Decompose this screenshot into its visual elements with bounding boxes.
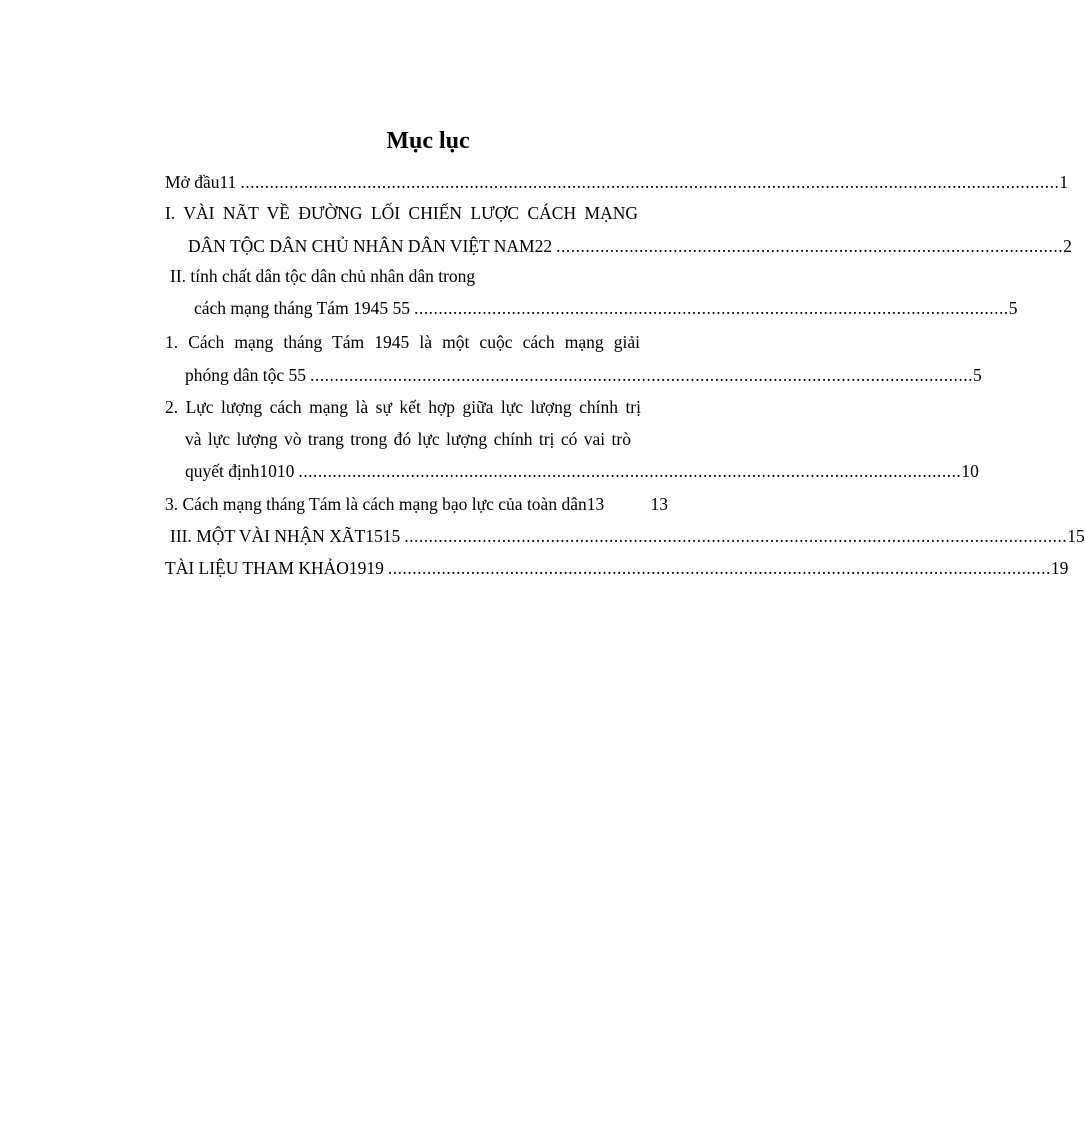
toc-entry-intro[interactable]	[165, 171, 1069, 193]
toc-page-number: 13	[650, 494, 668, 514]
toc-entry-section-2-line-1[interactable]	[170, 265, 475, 287]
toc-entry-text: phóng dân tộc 55	[185, 365, 307, 385]
toc-entry-subsection-2-line-3[interactable]	[185, 460, 979, 482]
toc-entry-subsection-1-line-2[interactable]	[185, 364, 982, 386]
toc-entry-text: TÀI LIỆU THAM KHẢO1919	[165, 558, 384, 578]
toc-entry-text: II. tính chất dân tộc dân chủ nhân dân trong	[170, 266, 476, 286]
toc-entry-section-2-line-2[interactable]	[194, 297, 1018, 319]
toc-entry-text: III. MỘT VÀI NHẬN XÃT1515	[170, 526, 401, 546]
toc-entry-text: cách mạng tháng Tám 1945 55	[194, 298, 410, 318]
toc-entry-subsection-2-line-1[interactable]	[165, 396, 641, 418]
toc-entry-text: Mở đầu11	[165, 172, 237, 192]
toc-leader-dots: ........................................................................................................................................	[298, 461, 962, 481]
toc-page-number: 5	[1008, 298, 1018, 318]
toc-entry-text: quyết định1010	[185, 461, 295, 481]
toc-entry-subsection-1-line-1[interactable]	[165, 331, 640, 353]
toc-entry-text: và lực lượng vò trang trong đó lực lượng chính trị có vai trò	[185, 429, 631, 449]
toc-leader-dots: ..........................................................................................................................	[413, 298, 1009, 318]
toc-leader-dots: ........................................................................................................................................................................	[240, 172, 1060, 192]
toc-entry-section-1-line-2[interactable]	[188, 235, 1072, 257]
toc-entry-text: 2. Lực lượng cách mạng là sự kết hợp giữa lực lượng chính trị	[165, 397, 641, 417]
toc-entry-text: DÂN TỘC DÂN CHỦ NHÂN DÂN VIỆT NAM22	[188, 236, 553, 256]
toc-leader-dots: ........................................................................................................	[556, 236, 1064, 256]
toc-entry-subsection-2-line-2[interactable]	[185, 428, 631, 450]
toc-entry-subsection-3[interactable]	[165, 493, 668, 515]
toc-leader-dots: ........................................................................................................................................	[404, 526, 1068, 546]
toc-page-number: 10	[961, 461, 979, 481]
toc-page-number: 5	[973, 365, 982, 385]
toc-leader-dots: ........................................................................................................................................	[310, 365, 974, 385]
toc-title: Mục lục	[386, 128, 470, 154]
toc-page-number: 1	[1059, 172, 1069, 192]
toc-page-number: 15	[1067, 526, 1085, 546]
toc-entry-text: I. VÀI NÃT VỀ ĐƯỜNG LỐI CHIẾN LƯỢC CÁCH MẠNG	[165, 203, 638, 223]
toc-entry-section-3[interactable]	[170, 525, 1085, 547]
toc-page-number: 19	[1050, 558, 1069, 578]
toc-entry-text: 3. Cách mạng tháng Tám là cách mạng bạo lực của toàn dân13	[165, 494, 605, 514]
toc-leader-dots: ........................................................................................................................................	[387, 558, 1051, 578]
toc-entry-references[interactable]	[165, 557, 1069, 579]
toc-page-number: 2	[1063, 236, 1072, 256]
toc-entry-section-1-line-1[interactable]	[165, 202, 638, 224]
toc-entry-text: 1. Cách mạng tháng Tám 1945 là một cuộc cách mạng giải	[165, 332, 640, 352]
